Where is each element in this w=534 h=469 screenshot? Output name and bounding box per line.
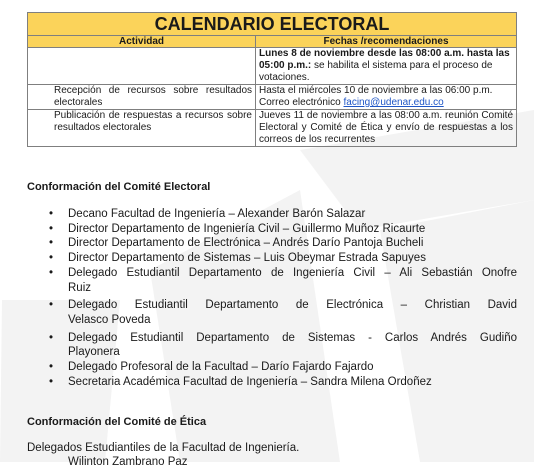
bullet: •	[49, 266, 54, 279]
bullet: •	[49, 252, 54, 265]
list-item: • Delegado Estudiantil Departamento de Sistemas - Carlos Andrés Gudiño Playonera	[49, 331, 517, 359]
list-item: • Director Departamento de Sistemas – Luis Obeymar Estrada Sapuyes	[49, 252, 426, 265]
table-row	[28, 85, 517, 110]
electoral-committee-heading: Conformación del Comité Electoral	[27, 181, 211, 193]
list-item: • Director Departamento de Ingeniería Civil – Guillermo Muñoz Ricaurte	[49, 222, 426, 235]
bullet: •	[49, 208, 54, 220]
list-item: • Director Departamento de Electrónica – Andrés Darío Pantoja Bucheli	[49, 237, 424, 250]
dates-cell	[256, 48, 517, 85]
activity-cell: Recepción de recursos sobre resultados electorales	[28, 85, 256, 110]
activity-cell	[28, 48, 256, 85]
bullet: •	[49, 361, 54, 374]
dates-text: Hasta el miércoles 10 de noviembre a las 06:00 p.m.	[259, 85, 493, 96]
electoral-calendar-table	[27, 12, 517, 147]
ethics-committee-intro: Delegados Estudiantiles de la Facultad de Ingeniería.	[27, 442, 300, 454]
email-label: Correo electrónico	[259, 97, 344, 108]
dates-cell	[256, 85, 517, 110]
table-row	[28, 48, 517, 85]
list-item: • Delegado Estudiantil Departamento de Ingeniería Civil – Ali Sebastián Onofre Ruiz	[49, 266, 517, 294]
table-row	[28, 110, 517, 147]
dates-cell: Jueves 11 de noviembre a las 08:00 a.m. reunión Comité Electoral y Comité de Ética y envío de respuestas a los correos de los recurrentes	[256, 110, 517, 147]
calendar-title: CALENDARIO ELECTORAL	[28, 13, 517, 36]
bullet: •	[49, 299, 54, 312]
cut-off-line: Wilinton Zambrano Paz	[68, 456, 188, 468]
bullet: •	[49, 375, 54, 388]
email-link[interactable]: facing@udenar.edu.co	[343, 97, 444, 108]
list-item: • Secretaria Académica Facultad de Ingeniería – Sandra Milena Ordoñez	[49, 375, 432, 388]
electoral-committee-list	[27, 207, 517, 389]
activity-cell: Publicación de respuestas a recursos sobre resultados electorales	[28, 110, 256, 147]
list-item: • Delegado Profesoral de la Facultad – Darío Fajardo Fajardo	[49, 361, 374, 374]
bullet: •	[49, 237, 54, 250]
bullet: •	[49, 222, 54, 235]
ethics-committee-heading: Conformación del Comité de Ética	[27, 416, 207, 428]
column-header-activity: Actividad	[28, 36, 256, 48]
column-header-dates: Fechas /recomendaciones	[256, 36, 517, 48]
list-item: • Delegado Estudiantil Departamento de Electrónica – Christian David Velasco Poveda	[49, 299, 517, 326]
dates-bold-text: Lunes 8 de noviembre desde las 08:00 a.m. hasta las 05:00 p.m.:	[259, 48, 510, 71]
list-item: • Decano Facultad de Ingeniería – Alexander Barón Salazar	[49, 208, 366, 220]
bullet: •	[49, 331, 54, 344]
dates-text: se habilita el sistema para el proceso de votaciones.	[259, 60, 493, 83]
